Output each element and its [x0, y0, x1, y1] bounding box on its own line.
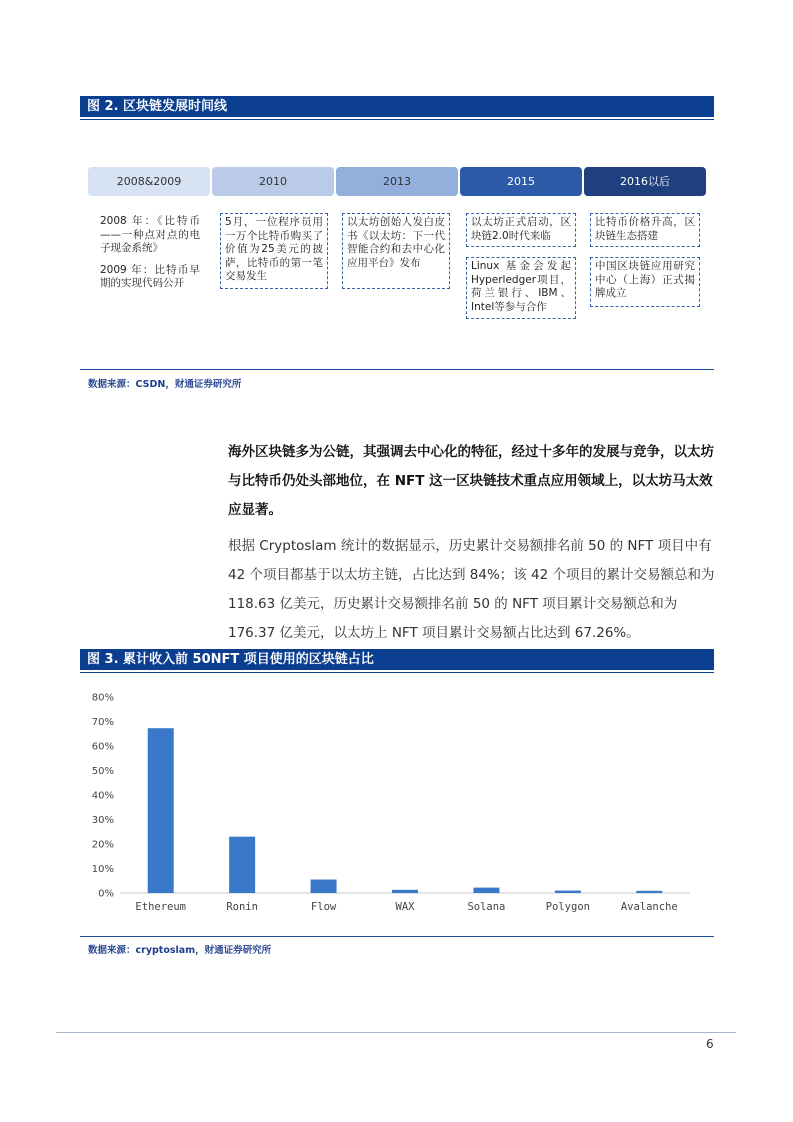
- y-tick-label: 50%: [91, 766, 114, 777]
- timeline-text-2008: 2008 年：《比特币——一种点对点的电子现金系统》: [100, 215, 200, 254]
- y-tick-label: 10%: [91, 864, 114, 875]
- timeline-segment-2010: 2010: [212, 167, 334, 196]
- bar-solana: [473, 888, 499, 893]
- blockchain-share-chart: [80, 685, 714, 925]
- timeline-box-2015-a: 以太坊正式启动，区块链2.0时代来临: [466, 213, 576, 247]
- x-tick-label: Solana: [467, 901, 506, 913]
- figure2-title: 图 2. 区块链发展时间线: [80, 96, 714, 117]
- body-paragraph: 根据 Cryptoslam 统计的数据显示，历史累计交易额排名前 50 的 NFT 项目中有 42 个项目都基于以太坊主链，占比达到 84%；该 42 个项目的累计交易额总和为 118.63 亿美元，历史累计交易额排名前 50 的 NFT 项目累计交易额总和为 176.37 亿美元，以太坊上 NFT 项目累计交易额占比达到 67.26%。: [228, 538, 715, 641]
- figure2-bottom-rule: [80, 369, 714, 370]
- figure3-title: 图 3. 累计收入前 50NFT 项目使用的区块链占比: [80, 649, 714, 670]
- footer-rule: [56, 1032, 736, 1033]
- timeline-segment-2008: 2008&2009: [88, 167, 210, 196]
- timeline-text-2009: 2009 年：比特币早期的实现代码公开: [100, 263, 200, 289]
- bar-polygon: [555, 891, 581, 893]
- x-tick-label: Ronin: [226, 901, 258, 913]
- y-tick-label: 0%: [98, 888, 114, 900]
- timeline-box-2013: 以太坊创始人发白皮书《以太坊：下一代智能合约和去中心化应用平台》发布: [342, 213, 450, 289]
- y-tick-label: 60%: [91, 741, 114, 753]
- timeline-segment-2013: 2013: [336, 167, 458, 196]
- y-tick-label: 70%: [91, 717, 114, 728]
- x-tick-label: Avalanche: [620, 901, 678, 913]
- y-tick-label: 20%: [91, 839, 114, 851]
- timeline-box-2016-b: 中国区块链应用研究中心（上海）正式揭牌成立: [590, 257, 700, 307]
- y-tick-label: 30%: [91, 815, 114, 826]
- figure2-source: 数据来源：CSDN，财通证券研究所: [88, 379, 242, 390]
- bold-paragraph: 海外区块链多为公链，其强调去中心化的特征，经过十多年的发展与竞争，以太坊与比特币仍处头部地位，在 NFT 这一区块链技术重点应用领域上，以太坊马太效应显著。: [228, 444, 714, 518]
- figure3-bottom-rule: [80, 936, 714, 937]
- timeline-box-2008: [96, 213, 204, 305]
- timeline-segment-2015: 2015: [460, 167, 582, 196]
- bar-ethereum: [148, 728, 174, 893]
- timeline-segment-2016: 2016以后: [584, 167, 706, 196]
- timeline-box-2010: 5月，一位程序员用一万个比特币购买了价值为25美元的披萨，比特币的第一笔交易发生: [220, 213, 328, 289]
- timeline-box-2016-a: 比特币价格升高，区块链生态搭建: [590, 213, 700, 247]
- x-tick-label: WAX: [395, 901, 415, 913]
- timeline-box-2015-b: Linux 基金会发起Hyperledger项目，荷兰银行、IBM、Intel等参与合作: [466, 257, 576, 319]
- x-tick-label: Ethereum: [135, 901, 187, 913]
- y-tick-label: 40%: [91, 790, 114, 802]
- bar-flow: [311, 880, 337, 893]
- x-tick-label: Polygon: [545, 901, 590, 913]
- bar-ronin: [229, 837, 255, 893]
- bar-avalanche: [636, 891, 662, 893]
- page-number: 6: [706, 1037, 714, 1051]
- bar-wax: [392, 890, 418, 893]
- x-tick-label: Flow: [310, 901, 337, 913]
- y-tick-label: 80%: [91, 692, 114, 704]
- figure3-source: 数据来源：cryptoslam，财通证券研究所: [88, 945, 272, 956]
